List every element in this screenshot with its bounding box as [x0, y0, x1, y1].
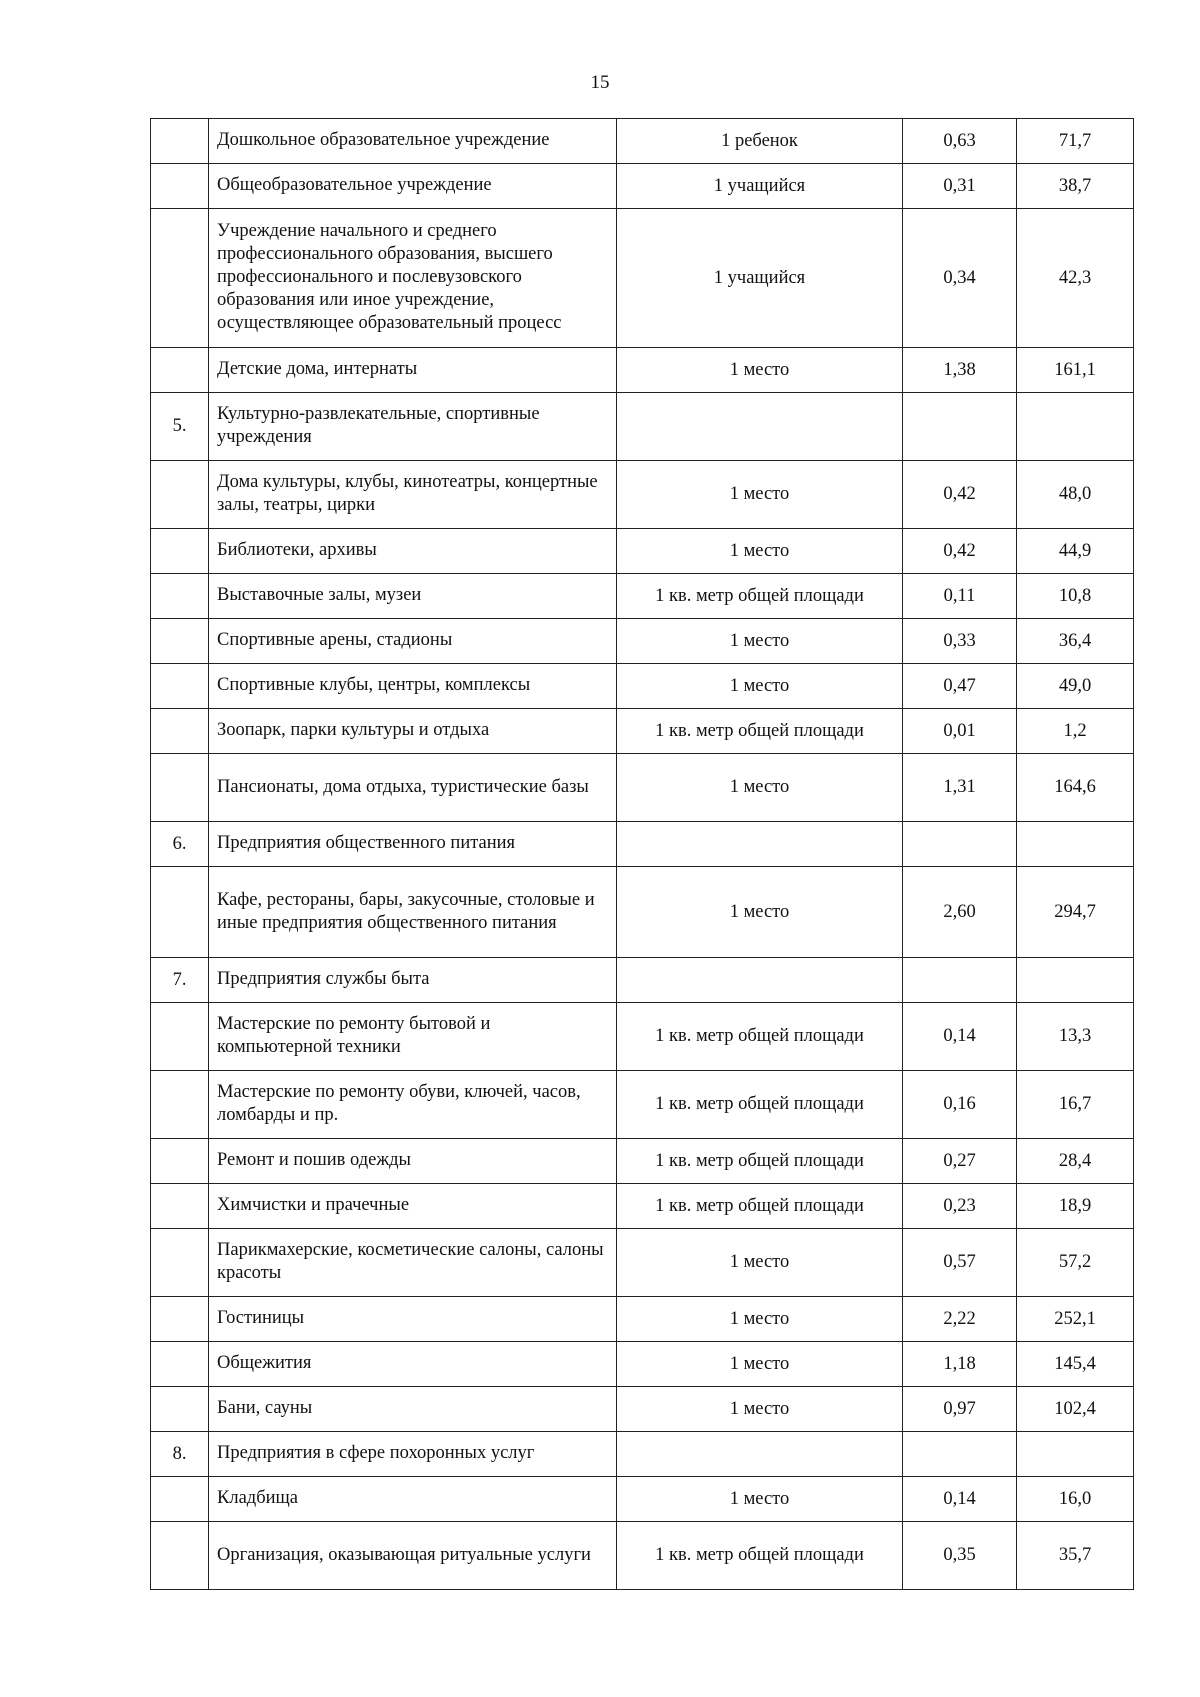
row-number [151, 1229, 209, 1297]
row-unit [617, 393, 903, 461]
row-name: Предприятия общественного питания [209, 822, 617, 867]
row-value-2: 49,0 [1017, 664, 1134, 709]
table-row [151, 209, 1134, 348]
row-name: Мастерские по ремонту обуви, ключей, часов, ломбарды и пр. [209, 1071, 617, 1139]
row-unit: 1 место [617, 754, 903, 822]
row-value-1: 0,27 [903, 1139, 1017, 1184]
row-name: Химчистки и прачечные [209, 1184, 617, 1229]
row-value-2: 161,1 [1017, 348, 1134, 393]
table-row [151, 1184, 1134, 1229]
row-unit: 1 ребенок [617, 119, 903, 164]
row-name: Дома культуры, клубы, кинотеатры, концертные залы, театры, цирки [209, 461, 617, 529]
row-value-1: 0,11 [903, 574, 1017, 619]
row-name: Учреждение начального и среднего профессионального образования, высшего профессионального и послевузовского образования или иное учреждение, осуществляющее образовательный процесс [209, 209, 617, 348]
row-value-1: 0,31 [903, 164, 1017, 209]
row-unit: 1 место [617, 348, 903, 393]
row-value-2 [1017, 393, 1134, 461]
row-name: Гостиницы [209, 1297, 617, 1342]
row-number [151, 574, 209, 619]
row-value-2: 71,7 [1017, 119, 1134, 164]
row-unit: 1 учащийся [617, 209, 903, 348]
row-value-1: 0,35 [903, 1522, 1017, 1590]
row-unit: 1 кв. метр общей площади [617, 1003, 903, 1071]
table-row [151, 1003, 1134, 1071]
table-row [151, 1071, 1134, 1139]
row-unit: 1 место [617, 867, 903, 958]
row-name: Мастерские по ремонту бытовой и компьютерной техники [209, 1003, 617, 1071]
table-row [151, 867, 1134, 958]
row-unit: 1 место [617, 619, 903, 664]
row-unit: 1 кв. метр общей площади [617, 709, 903, 754]
table-row [151, 1432, 1134, 1477]
row-value-1 [903, 393, 1017, 461]
row-unit: 1 место [617, 1387, 903, 1432]
row-value-1: 0,33 [903, 619, 1017, 664]
row-value-2 [1017, 822, 1134, 867]
row-name: Кафе, рестораны, бары, закусочные, столовые и иные предприятия общественного питания [209, 867, 617, 958]
row-unit: 1 кв. метр общей площади [617, 574, 903, 619]
table-row [151, 529, 1134, 574]
row-number: 7. [151, 958, 209, 1003]
row-number [151, 1387, 209, 1432]
row-value-1: 0,57 [903, 1229, 1017, 1297]
row-value-1: 0,63 [903, 119, 1017, 164]
row-number [151, 1477, 209, 1522]
row-value-1: 0,14 [903, 1477, 1017, 1522]
row-number [151, 1071, 209, 1139]
row-value-2: 13,3 [1017, 1003, 1134, 1071]
table-row [151, 119, 1134, 164]
row-name: Пансионаты, дома отдыха, туристические базы [209, 754, 617, 822]
row-name: Ремонт и пошив одежды [209, 1139, 617, 1184]
table-row [151, 1342, 1134, 1387]
row-number [151, 348, 209, 393]
row-value-2: 35,7 [1017, 1522, 1134, 1590]
row-value-2: 252,1 [1017, 1297, 1134, 1342]
row-name: Организация, оказывающая ритуальные услуги [209, 1522, 617, 1590]
row-number [151, 1139, 209, 1184]
row-name: Бани, сауны [209, 1387, 617, 1432]
row-value-1: 1,31 [903, 754, 1017, 822]
row-unit: 1 кв. метр общей площади [617, 1071, 903, 1139]
norms-table [150, 118, 1134, 1590]
row-unit: 1 место [617, 529, 903, 574]
row-value-1: 0,23 [903, 1184, 1017, 1229]
table-row [151, 1297, 1134, 1342]
row-number [151, 119, 209, 164]
table-row [151, 164, 1134, 209]
row-value-1: 0,42 [903, 529, 1017, 574]
row-unit: 1 место [617, 1297, 903, 1342]
page-number: 15 [590, 72, 610, 93]
row-name: Спортивные клубы, центры, комплексы [209, 664, 617, 709]
table-row [151, 754, 1134, 822]
row-unit: 1 место [617, 1229, 903, 1297]
row-unit: 1 кв. метр общей площади [617, 1522, 903, 1590]
row-name: Библиотеки, архивы [209, 529, 617, 574]
row-value-1: 1,38 [903, 348, 1017, 393]
row-name: Культурно-развлекательные, спортивные учреждения [209, 393, 617, 461]
row-value-1 [903, 822, 1017, 867]
row-value-2: 10,8 [1017, 574, 1134, 619]
row-value-2: 18,9 [1017, 1184, 1134, 1229]
table-row [151, 574, 1134, 619]
row-number [151, 529, 209, 574]
row-value-2: 1,2 [1017, 709, 1134, 754]
row-number [151, 754, 209, 822]
row-number [151, 209, 209, 348]
row-name: Предприятия в сфере похоронных услуг [209, 1432, 617, 1477]
row-number [151, 461, 209, 529]
row-value-2: 42,3 [1017, 209, 1134, 348]
row-value-1: 0,01 [903, 709, 1017, 754]
row-name: Общеобразовательное учреждение [209, 164, 617, 209]
row-value-1: 0,42 [903, 461, 1017, 529]
row-unit: 1 учащийся [617, 164, 903, 209]
row-name: Предприятия службы быта [209, 958, 617, 1003]
row-value-1 [903, 958, 1017, 1003]
row-name: Зоопарк, парки культуры и отдыха [209, 709, 617, 754]
table-row [151, 1477, 1134, 1522]
row-name: Общежития [209, 1342, 617, 1387]
row-number: 6. [151, 822, 209, 867]
row-number [151, 1184, 209, 1229]
row-number: 5. [151, 393, 209, 461]
row-value-1: 2,22 [903, 1297, 1017, 1342]
row-unit: 1 место [617, 1342, 903, 1387]
row-unit: 1 место [617, 461, 903, 529]
row-name: Детские дома, интернаты [209, 348, 617, 393]
table-row [151, 1522, 1134, 1590]
table-row [151, 958, 1134, 1003]
row-value-2: 44,9 [1017, 529, 1134, 574]
row-value-1: 0,97 [903, 1387, 1017, 1432]
row-value-2: 38,7 [1017, 164, 1134, 209]
row-value-1: 0,16 [903, 1071, 1017, 1139]
row-number [151, 664, 209, 709]
row-value-1: 0,14 [903, 1003, 1017, 1071]
row-value-2: 294,7 [1017, 867, 1134, 958]
table-row [151, 1387, 1134, 1432]
row-name: Выставочные залы, музеи [209, 574, 617, 619]
row-value-2: 102,4 [1017, 1387, 1134, 1432]
table-row [151, 1139, 1134, 1184]
row-number [151, 164, 209, 209]
row-name: Кладбища [209, 1477, 617, 1522]
row-value-2: 48,0 [1017, 461, 1134, 529]
row-number [151, 1342, 209, 1387]
row-unit [617, 822, 903, 867]
row-value-1: 2,60 [903, 867, 1017, 958]
table-row [151, 664, 1134, 709]
row-unit: 1 место [617, 664, 903, 709]
row-unit: 1 кв. метр общей площади [617, 1184, 903, 1229]
row-value-2: 16,7 [1017, 1071, 1134, 1139]
row-number [151, 619, 209, 664]
row-value-2: 164,6 [1017, 754, 1134, 822]
table-row [151, 461, 1134, 529]
row-number [151, 1297, 209, 1342]
row-unit [617, 958, 903, 1003]
row-value-1: 0,47 [903, 664, 1017, 709]
row-value-2: 36,4 [1017, 619, 1134, 664]
row-value-2 [1017, 1432, 1134, 1477]
row-value-2: 28,4 [1017, 1139, 1134, 1184]
row-name: Парикмахерские, косметические салоны, салоны красоты [209, 1229, 617, 1297]
row-unit [617, 1432, 903, 1477]
table-row [151, 619, 1134, 664]
row-value-1: 1,18 [903, 1342, 1017, 1387]
row-number [151, 867, 209, 958]
row-value-2: 57,2 [1017, 1229, 1134, 1297]
table-row [151, 822, 1134, 867]
row-number [151, 1522, 209, 1590]
table-body [151, 119, 1134, 1590]
row-name: Дошкольное образовательное учреждение [209, 119, 617, 164]
row-value-2 [1017, 958, 1134, 1003]
table-row [151, 709, 1134, 754]
row-name: Спортивные арены, стадионы [209, 619, 617, 664]
row-value-1 [903, 1432, 1017, 1477]
table-row [151, 393, 1134, 461]
table-row [151, 1229, 1134, 1297]
row-unit: 1 кв. метр общей площади [617, 1139, 903, 1184]
row-value-2: 145,4 [1017, 1342, 1134, 1387]
row-number: 8. [151, 1432, 209, 1477]
row-number [151, 1003, 209, 1071]
row-number [151, 709, 209, 754]
row-value-1: 0,34 [903, 209, 1017, 348]
row-value-2: 16,0 [1017, 1477, 1134, 1522]
row-unit: 1 место [617, 1477, 903, 1522]
table-row [151, 348, 1134, 393]
